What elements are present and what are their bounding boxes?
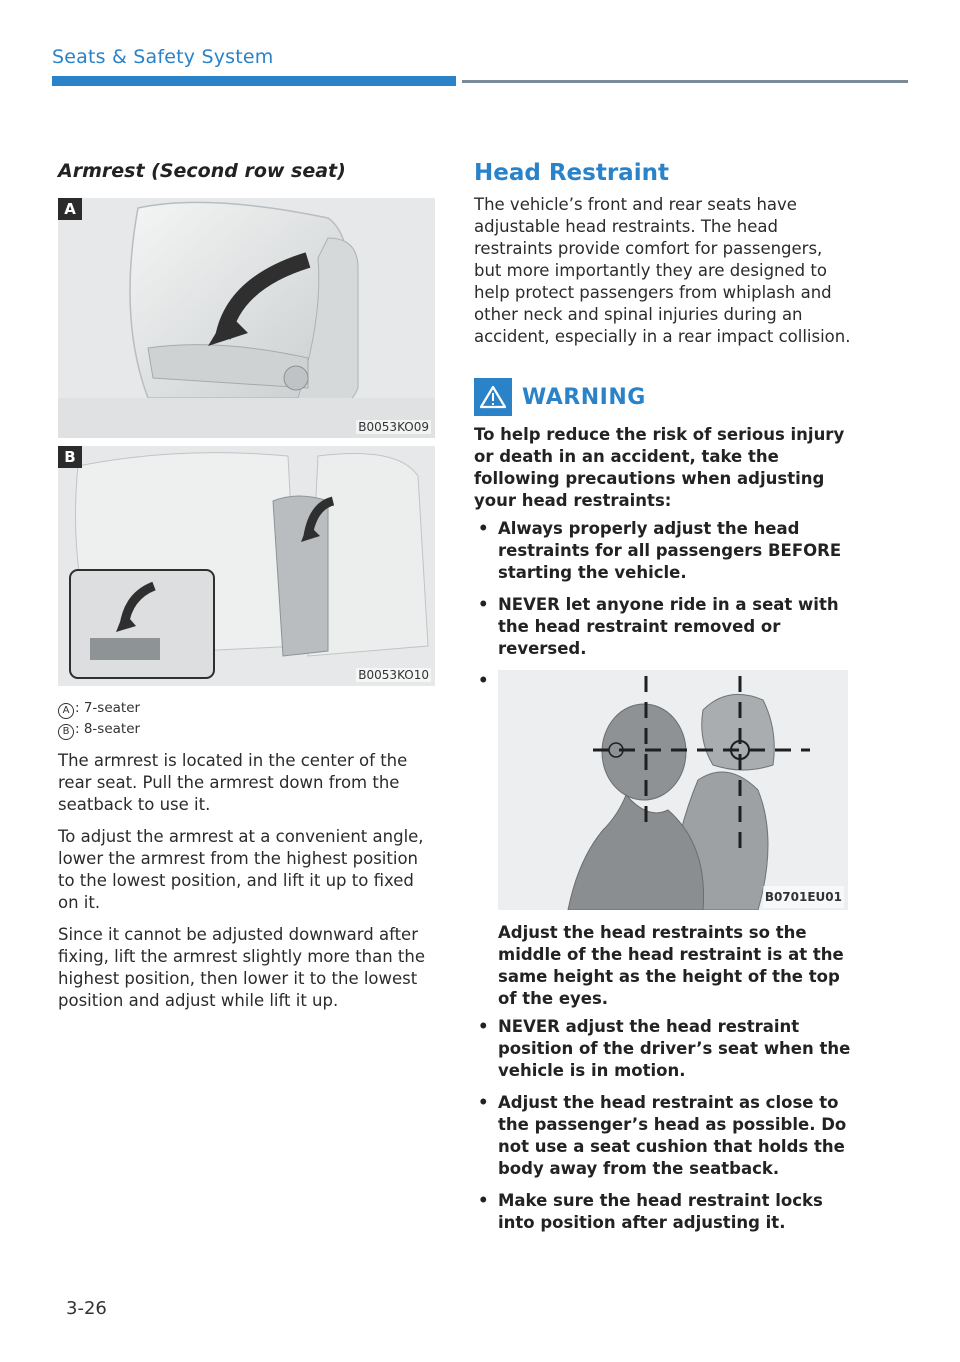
warning-bullets [474,518,854,1234]
figure-code-a: B0053KO09 [358,420,429,434]
page-number: 3-26 [66,1298,107,1319]
legend-text: : 8-seater [75,721,141,737]
legend-mark: B [58,724,74,740]
armrest-heading: Armrest (Second row seat) [58,160,346,182]
head-restraint-illustration [498,670,848,910]
legend-item [58,698,438,719]
warning-bullet: • Make sure the head restraint locks into position after adjusting it. [474,1190,854,1234]
head-restraint-intro: The vehicle’s front and rear seats have adjustable head restraints. The head restraints provide comfort for passengers, but more importantly they are designed to help protect passengers from whiplash and other neck and spinal injuries during an accident, especially in a rear impact collision. [474,195,851,346]
armrest-b-illustration [58,446,435,686]
section-title: Seats & Safety System [52,46,274,68]
warning-bullet: • Always properly adjust the head restraints for all passengers BEFORE starting the vehicle. [474,518,854,584]
right-column [474,160,854,1244]
warning-bullet-figure [474,670,854,1010]
warning-triangle-icon [474,378,512,416]
legend-item [58,719,438,740]
figure-armrest-7-seater [58,198,435,438]
armrest-paragraph: Since it cannot be adjusted downward after fixing, lift the armrest slightly more than the highest position, then lower it to the lowest position and adjust while lift it up. [58,925,426,1010]
left-column [58,160,438,1012]
head-restraint-title: Head Restraint [474,160,669,186]
armrest-a-illustration [58,198,435,438]
legend-text: : 7-seater [75,700,141,716]
figure-letter-a: A [58,198,82,220]
warning-intro: To help reduce the risk of serious injury or death in an accident, take the following precautions when adjusting your head restraints: [474,425,845,510]
figure-head-restraint [498,670,848,910]
figure-caption: Adjust the head restraints so the middle of the head restraint is at the same height as the height of the top of the eyes. [498,923,844,1008]
warning-bullet: • NEVER adjust the head restraint position of the driver’s seat when the vehicle is in motion. [474,1016,854,1082]
warning-bullet: • Adjust the head restraint as close to the passenger’s head as possible. Do not use a seat cushion that holds the body away from the seatback. [474,1092,854,1180]
warning-header [474,378,854,416]
warning-label: WARNING [522,384,646,410]
armrest-paragraph: To adjust the armrest at a convenient angle, lower the armrest from the highest position to the lowest position, and lift it up to fixed on it. [58,827,424,912]
figure-code-head: • B0701EU01 [763,886,844,908]
header-rule-accent [52,76,456,86]
armrest-paragraph: The armrest is located in the center of the rear seat. Pull the armrest down from the seatback to use it. [58,751,408,814]
warning-bullet: • NEVER let anyone ride in a seat with the head restraint removed or reversed. [474,594,854,660]
figure-armrest-8-seater [58,446,435,686]
figure-code-b: B0053KO10 [358,668,429,682]
header-rule-gray [462,80,908,83]
figure-letter-b: B [58,446,82,468]
legend-mark: A [58,703,74,719]
figure-legend [58,698,438,740]
